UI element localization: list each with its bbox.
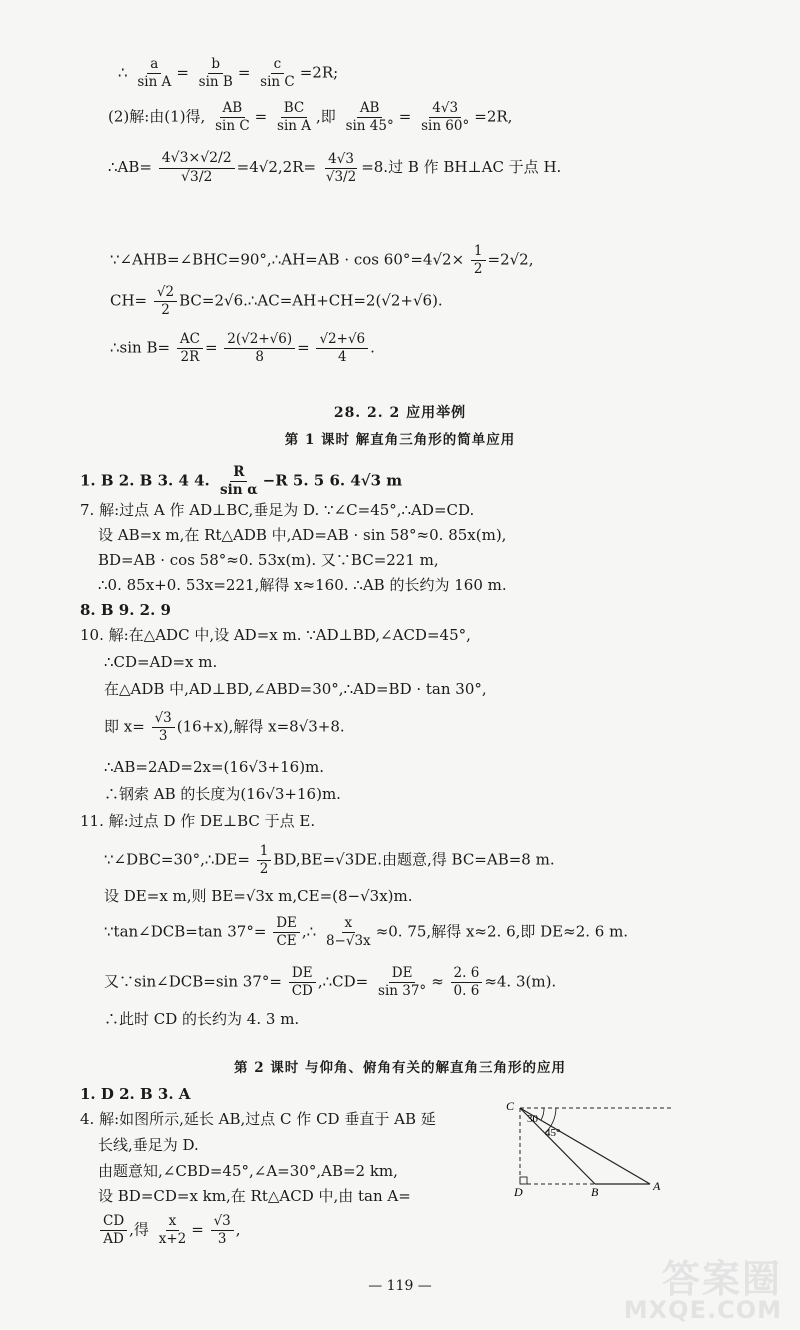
lesson-title: 第 1 课时 解直角三角形的简单应用 xyxy=(284,432,516,448)
fraction: $\frac{AB}{\sin 45^\circ}$ xyxy=(345,100,394,134)
answers-l2-1-3: 1. D 2. B 3. A xyxy=(80,1085,191,1103)
fraction: $\frac{AB}{\text{sin C}}$ xyxy=(215,100,250,134)
q11-line-1: 11. 解:过点 D 作 DE⊥BC 于点 E. xyxy=(80,812,316,830)
fraction: $\frac{√3}{3}$ xyxy=(152,710,175,745)
fraction: $\frac{2(√2+√6)}{8}$ xyxy=(224,331,295,366)
fraction: $\frac{DE}{CD}$ xyxy=(289,965,316,1000)
fraction: $\frac{4√3\times√2/2}{√3/2}$ xyxy=(159,150,235,186)
q10-line-3: 在△ADB 中,AD⊥BD,∠ABD=30°,∴AD=BD · tan 30°, xyxy=(104,680,487,698)
ca-line xyxy=(520,1108,650,1184)
triangle-figure xyxy=(500,1098,680,1198)
section-title: 28. 2. 2 应用举例 xyxy=(333,405,467,421)
q11-line-3: 设 DE=x m,则 BE=√3x m,CE=(8−√3x)m. xyxy=(104,887,413,905)
q11-line-6: ∴此时 CD 的长约为 4. 3 m. xyxy=(104,1010,300,1028)
fraction: $\frac{2. 6}{0. 6}$ xyxy=(451,965,483,1000)
q4-line-3: 由题意知,∠CBD=45°,∠A=30°,AB=2 km, xyxy=(98,1162,398,1180)
label-d: D xyxy=(514,1185,523,1198)
q4-line-1: 4. 解:如图所示,延长 AB,过点 C 作 CD 垂直于 AB 延 xyxy=(80,1110,436,1128)
q7-line-2: 设 AB=x m,在 Rt△ADB 中,AD=AB · sin 58°≈0. 85x(m), xyxy=(98,526,507,544)
eq-ch: CH= $\frac{√2}{2}$ BC=2√6.∴AC=AH+CH=2(√2+√6). xyxy=(110,284,443,318)
eq-ab-value: ∴AB= $\frac{4√3\times√2/2}{√3/2}$ =4√2,2R= $\frac{4√3}{√3/2}$ =8.过 B 作 BH⊥AC 于点 H. xyxy=(108,150,562,185)
label-b: B xyxy=(591,1185,599,1198)
fraction: $\frac{c}{\text{sin C}}$ xyxy=(260,56,295,90)
fraction: $\frac{AC}{2R}$ xyxy=(177,331,203,366)
fraction: $\frac{4√3}{\sin 60^\circ}$ xyxy=(421,100,470,134)
q10-line-5: ∴AB=2AD=2x=(16√3+16)m. xyxy=(104,758,325,776)
solution-2-line: (2)解:由(1)得, $\frac{AB}{\text{sin C}}$ = $\frac{BC}{\text{sin A}}$ ,即 $\frac{AB}{\sin 45^\circ}$ = $\frac{4√3}{\sin 60^\circ}$ =2R, xyxy=(108,100,513,134)
label-a: A xyxy=(653,1179,661,1193)
answers-1-6: 1. B 2. B 3. 4 4. $\frac{R}{\text{sin α}}$ −R 5. 5 6. 4√3 m xyxy=(80,464,403,498)
fraction: $\frac{DE}{\sin 37^\circ}$ xyxy=(378,965,427,999)
q4-line-2: 长线,垂足为 D. xyxy=(98,1136,199,1154)
lesson-2-title: 第 2 课时 与仰角、俯角有关的解直角三角形的应用 xyxy=(234,1060,566,1076)
q10-line-2: ∴CD=AD=x m. xyxy=(104,653,218,671)
fraction: $\frac{√3}{3}$ xyxy=(211,1213,234,1248)
q7-line-4: ∴0. 85x+0. 53x=221,解得 x≈160. ∴AB 的长约为 160 m. xyxy=(98,576,507,594)
q4-line-5: $\frac{CD}{AD}$ ,得 $\frac{x}{x+2}$ = $\frac{√3}{3}$ , xyxy=(98,1213,241,1248)
q4-line-4: 设 BD=CD=x km,在 Rt△ACD 中,由 tan A= xyxy=(98,1187,411,1205)
q11-line-4: ∵tan∠DCB=tan 37°= $\frac{DE}{CE}$ ,∴ $\frac{x}{8-√3x}$ ≈0. 75,解得 x≈2. 6,即 DE≈2. 6 m. xyxy=(104,915,629,949)
eq-ah: ∵∠AHB=∠BHC=90°,∴AH=AB · cos 60°=4√2× $\frac{1}{2}$ =2√2, xyxy=(110,243,534,277)
q10-line-4: 即 x= $\frac{√3}{3}$ (16+x),解得 x=8√3+8. xyxy=(104,710,345,744)
fraction: $\frac{1}{2}$ xyxy=(257,843,272,878)
fraction: $\frac{x}{x+2}$ xyxy=(158,1213,187,1247)
watermark-logo: 答案圈 xyxy=(661,1257,782,1301)
angle-arc xyxy=(541,1108,544,1120)
fraction: $\frac{CD}{AD}$ xyxy=(100,1213,127,1248)
fraction: $\frac{a}{\text{sin A}}$ xyxy=(137,56,172,90)
q10-line-6: ∴钢索 AB 的长度为(16√3+16)m. xyxy=(104,785,341,803)
label-c: C xyxy=(506,1099,515,1113)
eq-sinb: ∴sin B= $\frac{AC}{2R}$ = $\frac{2(√2+√6)}{8}$ = $\frac{√2+√6}{4}$ . xyxy=(110,331,375,365)
fraction: $\frac{√2+√6}{4}$ xyxy=(316,331,368,366)
q11-line-2: ∵∠DBC=30°,∴DE= $\frac{1}{2}$ BD,BE=√3DE.由题意,得 BC=AB=8 m. xyxy=(104,843,555,877)
q7-line-1: 7. 解:过点 A 作 AD⊥BC,垂足为 D. ∵∠C=45°,∴AD=CD. xyxy=(80,501,475,519)
q11-line-5: 又∵sin∠DCB=sin 37°= $\frac{DE}{CD}$ ,∴CD= $\frac{DE}{\sin 37^\circ}$ ≈ $\frac{2. 6}{0. 6}$ ≈4. 3(m). xyxy=(104,965,557,999)
page-number: — 119 — xyxy=(368,1278,432,1294)
watermark-url: MXQE.COM xyxy=(623,1296,782,1324)
fraction: $\frac{DE}{CE}$ xyxy=(273,915,300,950)
right-angle-mark xyxy=(520,1177,527,1184)
fraction: $\frac{4√3}{√3/2}$ xyxy=(325,150,357,185)
answers-8-9: 8. B 9. 2. 9 xyxy=(80,601,171,619)
label-angle-45: 45° xyxy=(545,1127,561,1139)
q10-line-1: 10. 解:在△ADC 中,设 AD=x m. ∵AD⊥BD,∠ACD=45°, xyxy=(80,626,471,644)
fraction: $\frac{BC}{\text{sin A}}$ xyxy=(277,100,311,134)
fraction: $\frac{R}{\text{sin α}}$ xyxy=(220,464,258,498)
fraction: $\frac{√2}{2}$ xyxy=(154,284,177,319)
label-angle-30: 30 xyxy=(527,1113,538,1125)
q7-line-3: BD=AB · cos 58°≈0. 53x(m). 又∵BC=221 m, xyxy=(98,551,439,569)
fraction: $\frac{1}{2}$ xyxy=(471,243,486,278)
fraction: $\frac{x}{8-√3x}$ xyxy=(325,915,371,949)
eq-law-of-sines: ∴ $\frac{a}{\text{sin A}}$ = $\frac{b}{\text{sin B}}$ = $\frac{c}{\text{sin C}}$ =2R; xyxy=(118,56,339,90)
fraction: $\frac{b}{\text{sin B}}$ xyxy=(198,56,233,90)
